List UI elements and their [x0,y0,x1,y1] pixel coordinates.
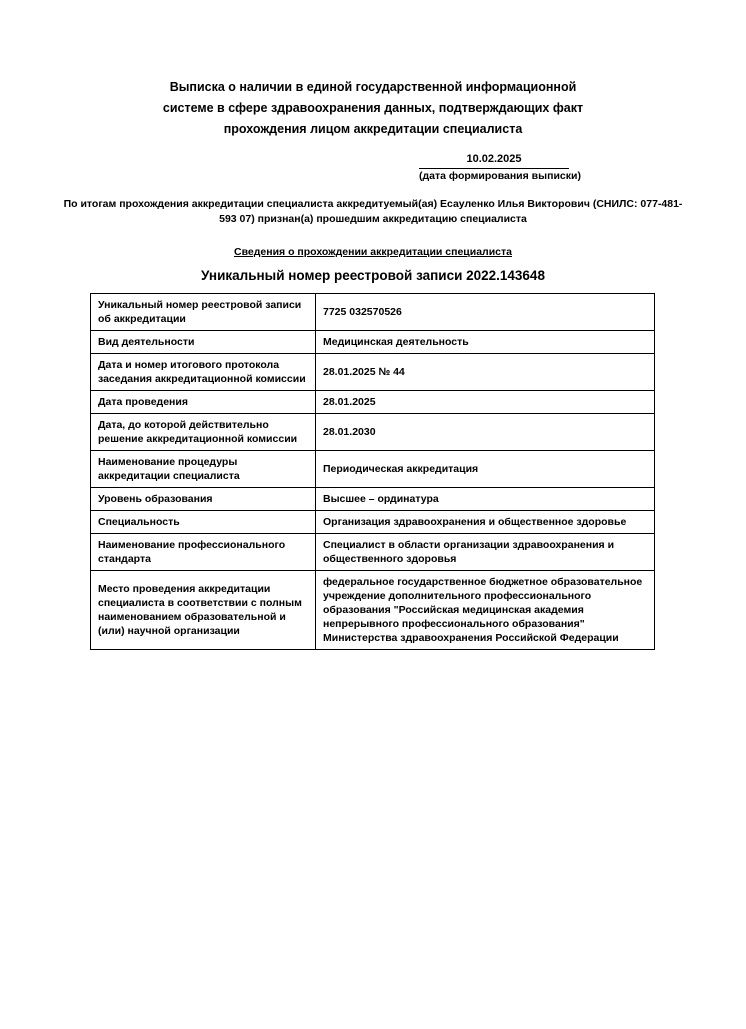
row-value-cell: 7725 032570526 [316,294,655,331]
table-row [91,294,655,331]
row-value-cell: федеральное государственное бюджетное образовательное учреждение дополнительного профессионального образования "Российская медицинская академия непрерывного профессионального образования" Министерства здравоохранения Российской Федерации [316,571,655,650]
intro-line: По итогам прохождения аккредитации специалиста аккредитуемый(ая) Есауленко Илья Викторович (СНИЛС: 077-481- [63,198,683,210]
document-title-line: прохождения лицом аккредитации специалиста [223,122,523,136]
row-label-cell: Наименование процедуры аккредитации специалиста [91,451,316,488]
row-label-cell: Дата, до которой действительно решение аккредитационной комиссии [91,414,316,451]
issue-date-caption: (дата формирования выписки) [419,170,581,182]
row-value-cell: Периодическая аккредитация [316,451,655,488]
row-value-cell: 28.01.2025 [316,391,655,414]
table-row [91,331,655,354]
row-label-cell: Дата проведения [91,391,316,414]
table-row [91,451,655,488]
table-row [91,511,655,534]
row-label-cell: Дата и номер итогового протокола заседания аккредитационной комиссии [91,354,316,391]
table-row [91,414,655,451]
table-row [91,534,655,571]
table-row [91,571,655,650]
document-title-line: Выписка о наличии в единой государственной информационной [169,80,577,94]
intro-paragraph [0,197,746,227]
row-value-cell: Организация здравоохранения и общественное здоровье [316,511,655,534]
row-value-cell: Высшее – ординатура [316,488,655,511]
row-value-cell: Специалист в области организации здравоохранения и общественного здоровья [316,534,655,571]
row-value-cell: 28.01.2030 [316,414,655,451]
issue-date-block [419,153,581,183]
table-row [91,391,655,414]
row-value-cell: 28.01.2025 № 44 [316,354,655,391]
document-title [0,0,746,140]
row-label-cell: Вид деятельности [91,331,316,354]
section-title: Сведения о прохождении аккредитации специалиста [234,246,512,258]
table-row [91,354,655,391]
row-label-cell: Место проведения аккредитации специалиста в соответствии с полным наименованием образовательной и (или) научной организации [91,571,316,650]
row-label-cell: Наименование профессионального стандарта [91,534,316,571]
intro-line: 593 07) признан(а) прошедшим аккредитацию специалиста [219,213,527,225]
issue-date: 10.02.2025 [419,153,569,169]
accreditation-table [90,293,655,650]
row-value-cell: Медицинская деятельность [316,331,655,354]
row-label-cell: Уровень образования [91,488,316,511]
row-label-cell: Уникальный номер реестровой записи об аккредитации [91,294,316,331]
table-row [91,488,655,511]
document-title-line: системе в сфере здравоохранения данных, подтверждающих факт [162,101,584,115]
row-label-cell: Специальность [91,511,316,534]
registry-number-heading: Уникальный номер реестровой записи 2022.143648 [201,268,545,283]
